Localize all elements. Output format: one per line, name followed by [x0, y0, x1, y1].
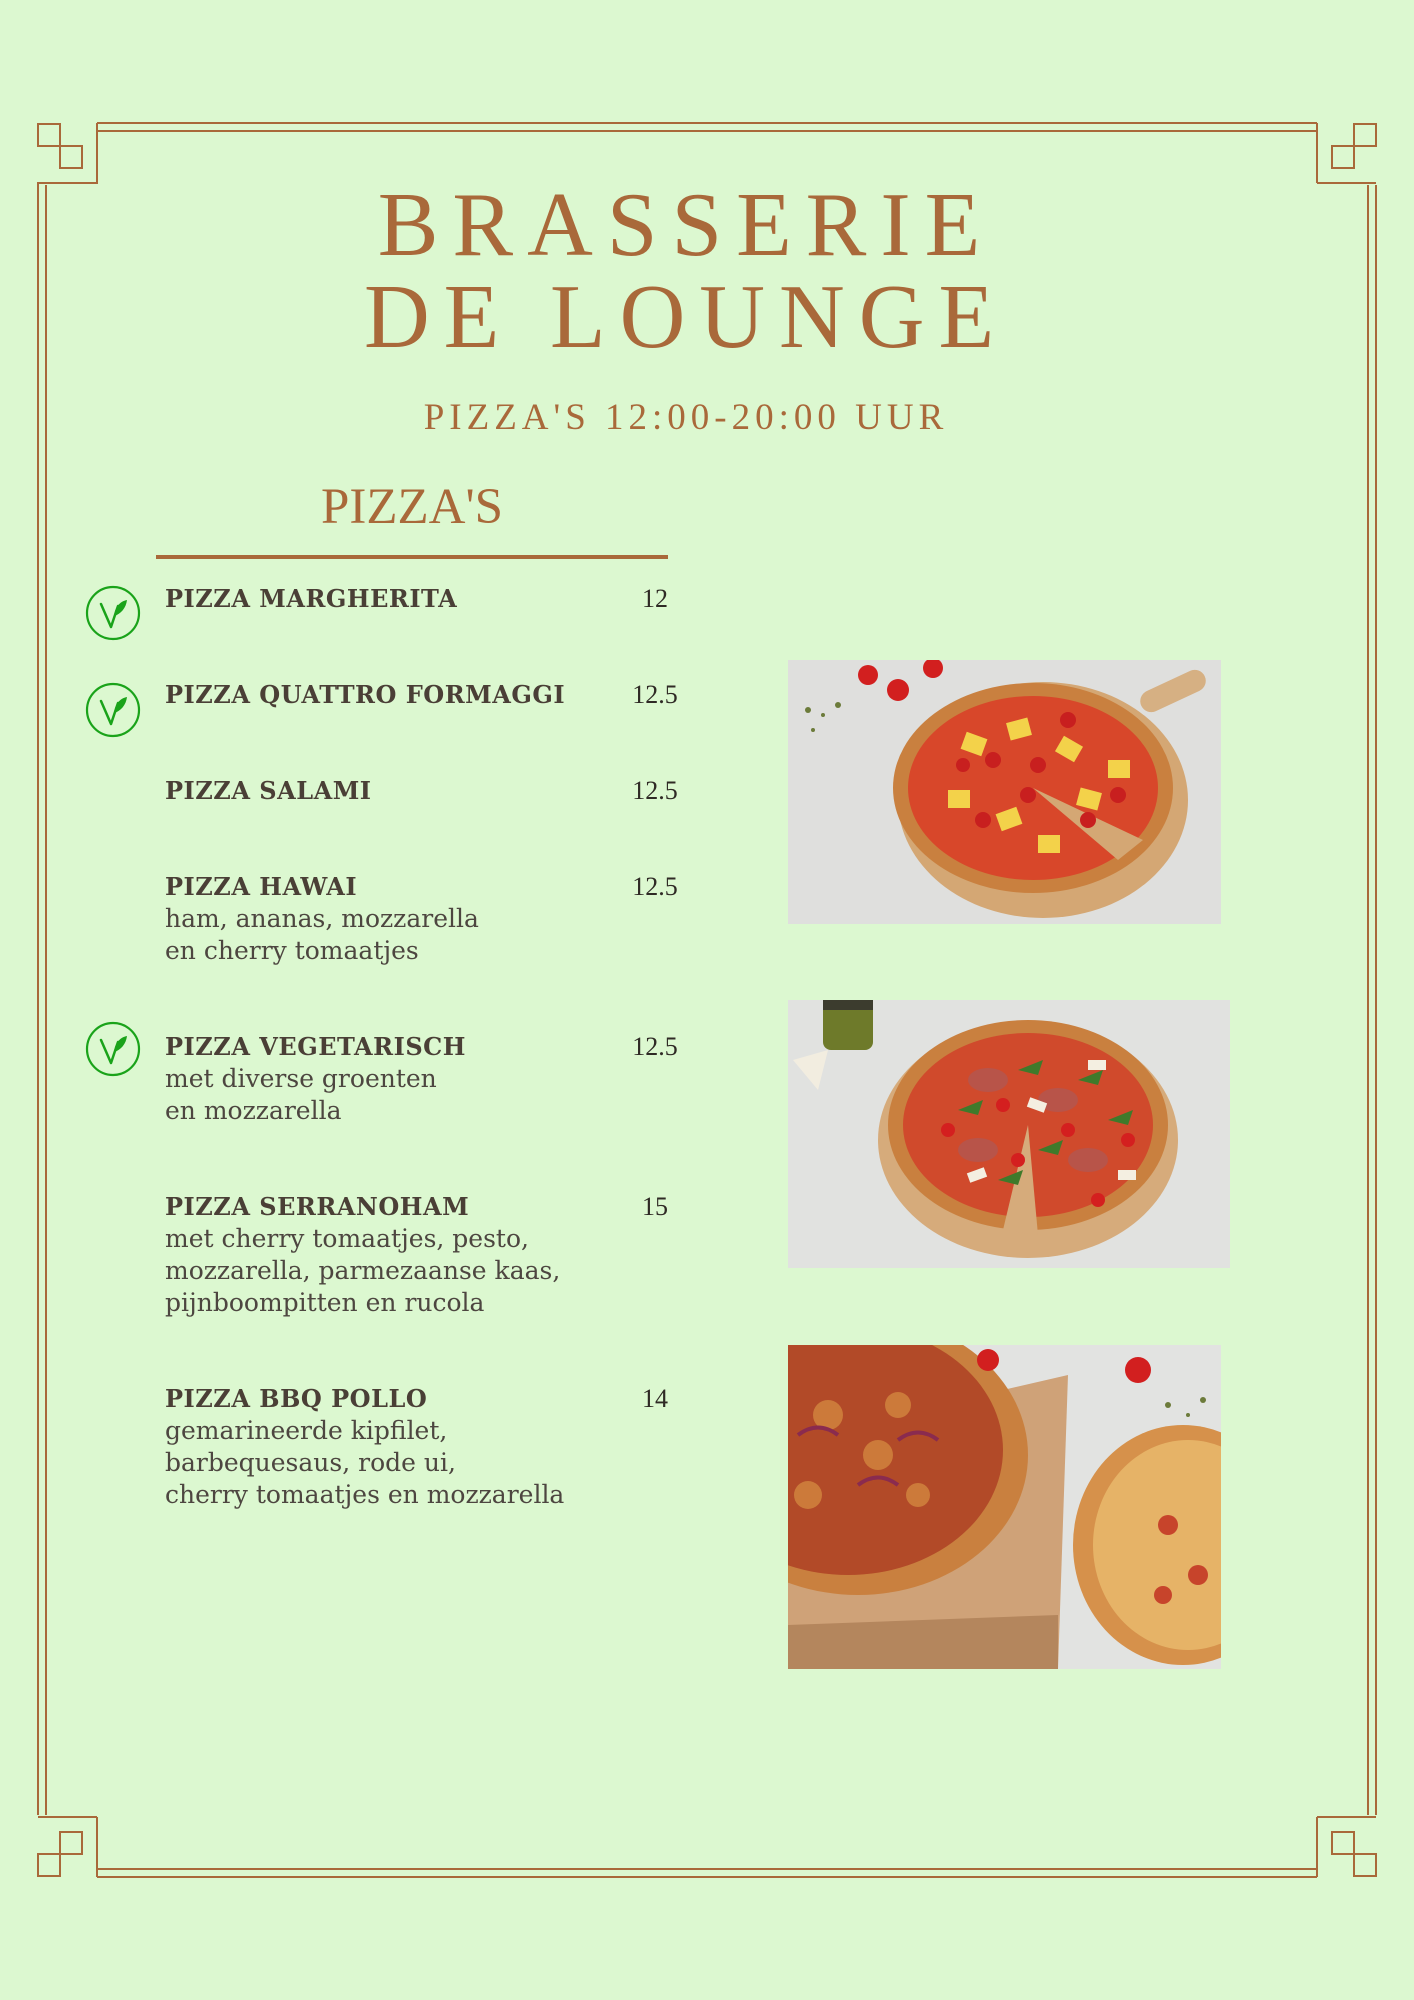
menu-item	[165, 583, 685, 615]
menu-item	[165, 775, 685, 807]
item-description: gemarineerde kipfilet,	[165, 1416, 448, 1445]
menu-item	[165, 1031, 685, 1127]
item-description: pijnboompitten en rucola	[165, 1288, 485, 1317]
item-name: PIZZA VEGETARISCH	[165, 1032, 466, 1061]
item-price: 12	[642, 584, 668, 613]
item-price: 15	[642, 1192, 668, 1221]
menu-item	[165, 871, 685, 967]
item-name: PIZZA SERRANOHAM	[165, 1192, 470, 1221]
item-price: 12.5	[632, 776, 678, 805]
pizza-bbq-pollo-photo	[788, 1345, 1221, 1669]
restaurant-title-line-2: DE LOUNGE	[363, 266, 1009, 367]
item-name: PIZZA BBQ POLLO	[165, 1384, 428, 1413]
menu-item	[165, 1383, 685, 1511]
menu-item	[165, 1191, 685, 1319]
item-description: mozzarella, parmezaanse kaas,	[165, 1256, 561, 1285]
item-description: cherry tomaatjes en mozzarella	[165, 1480, 565, 1509]
item-name: PIZZA MARGHERITA	[165, 584, 458, 613]
item-description: barbequesaus, rode ui,	[165, 1448, 456, 1477]
item-price: 12.5	[632, 872, 678, 901]
item-name: PIZZA HAWAI	[165, 872, 358, 901]
pizza-serranoham-photo	[788, 1000, 1230, 1268]
item-price: 12.5	[632, 1032, 678, 1061]
vegetarian-leaf-icon	[84, 584, 142, 642]
menu-item	[165, 679, 685, 711]
item-price: 12.5	[632, 680, 678, 709]
item-description: met diverse groenten	[165, 1064, 437, 1093]
item-description: ham, ananas, mozzarella	[165, 904, 479, 933]
item-description: met cherry tomaatjes, pesto,	[165, 1224, 529, 1253]
item-price: 14	[642, 1384, 668, 1413]
vegetarian-leaf-icon	[84, 681, 142, 739]
section-divider	[156, 555, 668, 559]
item-name: PIZZA SALAMI	[165, 776, 372, 805]
pizza-hawai-photo	[788, 660, 1221, 924]
section-title: PIZZA'S	[320, 479, 504, 535]
item-description: en cherry tomaatjes	[165, 936, 419, 965]
item-name: PIZZA QUATTRO FORMAGGI	[165, 680, 566, 709]
restaurant-title-line-1: BRASSERIE	[377, 174, 995, 275]
vegetarian-leaf-icon	[84, 1020, 142, 1078]
opening-hours: PIZZA'S 12:00-20:00 UUR	[423, 397, 949, 438]
item-description: en mozzarella	[165, 1096, 342, 1125]
